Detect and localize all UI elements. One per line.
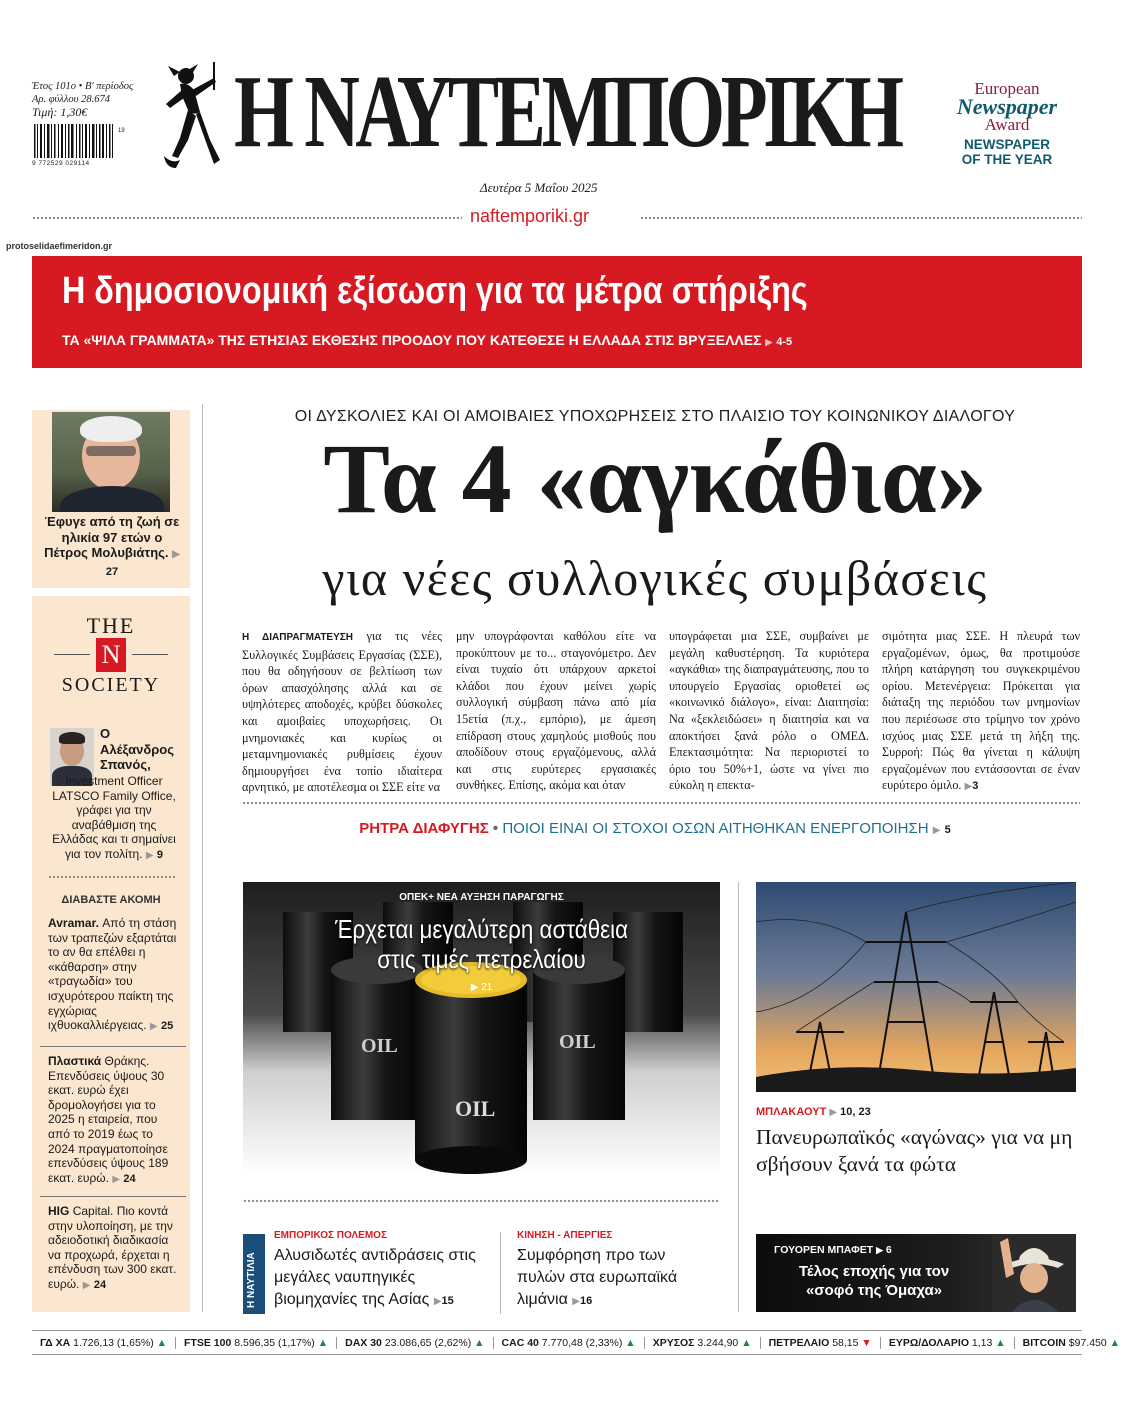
- ticker-name: BITCOIN: [1022, 1337, 1069, 1349]
- article-column: [456, 628, 656, 794]
- oil-headline: [243, 914, 720, 974]
- society-word: SOCIETY: [61, 674, 161, 696]
- page-ref: 21: [481, 982, 493, 993]
- website-link[interactable]: naftemporiki.gr: [470, 206, 590, 226]
- obituary-box[interactable]: [32, 410, 190, 588]
- blackout-headline[interactable]: Πανευρωπαϊκός «αγώνας» για να μη σβήσουν ξανά τα φώτα: [756, 1125, 1073, 1176]
- shipping-section-tag: [243, 1234, 265, 1314]
- issue-date: Δευτέρα 5 Μαΐου 2025: [480, 180, 598, 195]
- arrow-down-icon: ▼: [861, 1337, 872, 1349]
- barrel-label: OIL: [455, 1096, 496, 1121]
- columnist-name: Ο Αλέξανδρος Σπανός,: [100, 726, 174, 772]
- oil-page-ref: [243, 982, 720, 993]
- arrow-icon: ▶: [876, 1245, 883, 1255]
- ticker-value: 1.726,13 (1,65%): [73, 1337, 157, 1349]
- hermes-logo-icon: [158, 60, 222, 172]
- page-ref: 24: [93, 1278, 107, 1291]
- blackout-label-line: [756, 1106, 871, 1118]
- dotted-divider: [48, 874, 176, 880]
- oil-headline-line: στις τιμές πετρελαίου: [377, 944, 586, 974]
- buffett-label: ΓΟΥΟΡΕΝ ΜΠΑΦΕΤ: [774, 1244, 874, 1256]
- arrow-up-icon: ▲: [995, 1337, 1006, 1349]
- story-text: [274, 1245, 484, 1313]
- article-column: [669, 628, 869, 794]
- society-the: THE: [86, 613, 136, 638]
- award-line: Award: [984, 115, 1030, 134]
- arrow-up-icon: ▲: [741, 1337, 752, 1349]
- ticker-item: [175, 1337, 336, 1349]
- ticker-value: 8.596,35 (1,17%): [234, 1337, 318, 1349]
- arrow-up-icon: ▲: [156, 1337, 168, 1349]
- obituary-photo: [52, 412, 170, 512]
- award-line: OF THE YEAR: [961, 152, 1053, 167]
- barrel-label: OIL: [559, 1031, 596, 1053]
- column-rule: [738, 882, 739, 1312]
- barcode-image: [32, 124, 124, 160]
- barcode-issue: 19: [118, 128, 125, 134]
- shipping-tag-text: Η ΝΑΥΤΙΛΙΑ: [246, 1252, 257, 1308]
- brief-divider: [40, 1196, 186, 1197]
- brief-title: HIG: [48, 1204, 70, 1218]
- arrow-icon: ▶: [112, 1173, 121, 1185]
- newspaper-title: Η ΝΑΥΤΕΜΠΟΡΙΚΗ: [234, 54, 900, 169]
- ticker-item: [336, 1337, 492, 1349]
- banner-headline: Η δημοσιονομική εξίσωση για τα μέτρα στήριξης: [62, 270, 808, 312]
- banner-subline: [62, 332, 792, 348]
- article-column: [242, 628, 442, 796]
- main-headline[interactable]: Τα 4 «αγκάθια»: [323, 423, 987, 534]
- oil-story[interactable]: [243, 882, 720, 1174]
- main-kicker: ΟΙ ΔΥΣΚΟΛΙΕΣ ΚΑΙ ΟΙ ΑΜΟΙΒΑΙΕΣ ΥΠΟΧΩΡΗΣΕΙΣ ΣΤΟ ΠΛΑΙΣΙΟ ΤΟΥ ΚΟΙΝΩΝΙΚΟΥ ΔΙΑΛΟΓΟΥ: [294, 408, 1016, 425]
- brief-divider: [40, 1046, 186, 1047]
- ticker-item: [760, 1337, 880, 1349]
- ticker-name: ΓΔ ΧΑ: [40, 1337, 74, 1349]
- buffett-headline: Τέλος εποχής για τον «σοφό της Όμαχα»: [798, 1263, 950, 1299]
- article-text: υπογράφεται μια ΣΣΕ, συμβαίνει με μεγάλη καθυστέρηση. Τα κυριότερα «αγκάθια» της διαπραγμάτευσης, που το υπουργείο Εργασίας οριοθετεί ως «κοινωνικό διάλογο», είναι: Διαιτησία: Να «ξεκλειδώσει» η διαιτησία και να αποκτήσει ξανά ρόλο ο ΟΜΕΔ. Επεκτασιμότητα: Να περιοριστεί το όριο του 50%+1, ώστε να γίνει πιο εύκολη η επεκτα-: [669, 629, 869, 793]
- column-rule: [202, 404, 203, 1312]
- main-subheadline: για νέες συλλογικές συμβάσεις: [322, 550, 988, 606]
- oil-headline-line: Έρχεται μεγαλύτερη αστάθεια: [334, 914, 629, 944]
- award-line: Newspaper: [956, 94, 1058, 119]
- buffett-label-line: [774, 1244, 892, 1256]
- arrow-up-icon: ▲: [474, 1337, 485, 1349]
- buffett-story[interactable]: [756, 1234, 1076, 1312]
- article-text: σιμότητα μιας ΣΣΕ. Η πλευρά των εργαζομένων, όμως, θα προτιμούσε πλήρη κατάργηση του συγκεκριμένου ορίου. Μετενέργεια: Πρόκειται για διάταξη της περιόδου των μνημονίων που περιέσωσε στο τρίμηνο τον χρόνο ισχύος μιας ΣΣΕ μετά τη λήξη της. Συρροή: Πώς θα γίνεται η κάλυψη εργαζομένων που εντάσσονται σε έναν ευρύτερο όμιλο.: [882, 629, 1080, 793]
- page-ref: 9: [156, 848, 163, 861]
- read-more-heading: ΔΙΑΒΑΣΤΕ ΑΚΟΜΗ: [61, 894, 161, 906]
- ticker-item: [644, 1337, 760, 1349]
- strip-sep: •: [492, 820, 499, 837]
- brief-item[interactable]: [48, 916, 180, 1035]
- blackout-label: ΜΠΛΑΚΑΟΥΤ: [756, 1106, 827, 1118]
- columnist-blurb[interactable]: [48, 774, 180, 864]
- ticker-item: [32, 1337, 175, 1349]
- story-headline: Αλυσιδωτές αντιδράσεις στις μεγάλες ναυπηγικές βιομηχανίες της Ασίας: [274, 1247, 476, 1308]
- banner-subline-text: ΤΑ «ΨΙΛΑ ΓΡΑΜΜΑΤΑ» ΤΗΣ ΕΤΗΣΙΑΣ ΕΚΘΕΣΗΣ ΠΡΟΟΔΟΥ ΠΟΥ ΚΑΤΕΘΕΣΕ Η ΕΛΛΑΔΑ ΣΤΙΣ ΒΡΥΞΕΛΛΕΣ: [62, 332, 762, 348]
- page-ref: 25: [160, 1020, 174, 1033]
- ticker-value: $97.450: [1068, 1337, 1110, 1349]
- ticker-top-rule: [32, 1330, 1082, 1331]
- article-text: μην υπογράφονται καθόλου είτε να προκύπτουν με το... σταγονόμετρο. Δεν είναι τυχαίο ότι υπάρχουν αρκετοί κλάδοι που έχουν μείνει χωρίς συλλογική σύμβαση πάνω από μία 15ετία (π.χ., εμπόριο), με άμεση επίδραση στους χαμηλούς μισθούς που αποδίδουν στους εργαζόμενους, αλλά και στις ευρύτερες εργασιακές συνθήκες. Επίσης, ακόμα και όταν: [456, 629, 656, 793]
- society-n-badge: N: [96, 638, 126, 672]
- ticker-item: [1014, 1337, 1128, 1349]
- column-rule: [500, 1232, 501, 1314]
- ticker-name: ΕΥΡΩ/ΔΟΛΑΡΙΟ: [888, 1337, 972, 1349]
- obituary-text: [44, 514, 180, 580]
- award-badge: [932, 80, 1082, 167]
- arrow-icon: ▶: [470, 982, 479, 993]
- source-watermark: protoselidaefimeridon.gr: [6, 241, 113, 251]
- arrow-icon: ▶: [145, 849, 154, 861]
- blackout-story[interactable]: [756, 882, 1076, 1092]
- page-ref: 4-5: [776, 336, 793, 348]
- arrow-icon: ▶: [149, 1021, 158, 1033]
- top-banner[interactable]: [32, 256, 1082, 368]
- lead-word: Η ΔΙΑΠΡΑΓΜΑΤΕΥΣΗ: [242, 632, 353, 643]
- ticker-item: [493, 1337, 644, 1349]
- page-ref: 3: [972, 780, 979, 793]
- award-line: European: [974, 79, 1040, 98]
- story-headline: Συμφόρηση προ των πυλών στα ευρωπαϊκά λιμάνια: [517, 1247, 678, 1308]
- story-label: ΕΜΠΟΡΙΚΟΣ ΠΟΛΕΜΟΣ: [274, 1230, 387, 1241]
- price: Τιμή: 1,30€: [32, 105, 88, 119]
- arrow-up-icon: ▲: [317, 1337, 329, 1349]
- ticker-item: [880, 1337, 1014, 1349]
- page-ref: 16: [579, 1295, 593, 1307]
- oil-kicker: ΟΠΕΚ+ ΝΕΑ ΑΥΞΗΣΗ ΠΑΡΑΓΩΓΗΣ: [399, 892, 564, 903]
- brief-item[interactable]: [48, 1204, 180, 1294]
- article-text: για τις νέες Συλλογικές Συμβάσεις Εργασίας (ΣΣΕ), που θα οδηγήσουν σε βελτίωση των όρων απασχόλησης αλλά και σε υψηλότερες αποδοχές, κρύβει δύσκολες και αμοιβαίες υποχωρήσεις. Οι μνημονιακές και κυρίως οι μεταμνημονιακές ρυθμίσεις έχουν δημιουργήσει ένα τοπίο ιδιαίτερα αρνητικό, με αποτέλεσμα οι ΣΣΕ είτε να: [242, 629, 442, 795]
- arrow-icon: ▶: [765, 337, 773, 347]
- strip-text: ΠΟΙΟΙ ΕΙΝΑΙ ΟΙ ΣΤΟΧΟΙ ΟΣΩΝ ΑΙΤΗΘΗΚΑΝ ΕΝΕΡΓΟΠΟΙΗΣΗ: [502, 820, 929, 837]
- obituary-caption: Έφυγε από τη ζωή σε ηλικία 97 ετών ο Πέτρος Μολυβιάτης.: [44, 514, 180, 560]
- columnist-text: Investment Officer LATSCO Family Office, γράφει για την αναβάθμιση της Ελλάδας και τι σημαίνει για τον πολίτη.: [52, 774, 176, 861]
- edition-line: Έτος 101ο • Β' περίοδος: [32, 81, 134, 92]
- arrow-icon: ▶: [829, 1107, 838, 1118]
- award-line: NEWSPAPER: [963, 137, 1050, 152]
- arrow-up-icon: ▲: [1109, 1337, 1121, 1349]
- brief-text: Capital. Πιο κοντά στην υλοποίηση, με την αδειοδοτική διαδικασία να προχωρά, έρχεται η επένδυση των 300 εκατ. ευρώ.: [48, 1204, 177, 1291]
- page-ref: 5: [944, 824, 951, 836]
- ticker-value: 23.086,65 (2,62%): [384, 1337, 475, 1349]
- ticker-name: CAC 40: [501, 1337, 542, 1349]
- arrow-icon: ▶: [433, 1296, 442, 1307]
- brief-text: Θράκης. Επενδύσεις ύψους 30 εκατ. ευρώ έχει δρομολογήσει για το 2025 η εταιρεία, που από το 2019 έως το 2024 πραγματοποίησε επενδύσεις ύψους 189 εκατ. ευρώ.: [48, 1054, 169, 1185]
- society-logo: [32, 614, 190, 698]
- ticker-value: 7.770,48 (2,33%): [541, 1337, 626, 1349]
- barcode-number: 9 772529 029114: [32, 160, 90, 167]
- masthead: [0, 0, 1138, 251]
- page-ref: 6: [885, 1244, 892, 1256]
- buffett-photo: [992, 1234, 1076, 1312]
- brief-title: Avramar.: [48, 916, 99, 930]
- barrel-label: OIL: [361, 1035, 398, 1057]
- barrel-front: [415, 962, 527, 1174]
- page-ref: 10, 23: [840, 1106, 871, 1118]
- page-ref: 15: [441, 1295, 454, 1307]
- ticker-value: 58,15: [832, 1337, 862, 1349]
- strip-label: ΡΗΤΡΑ ΔΙΑΦΥΓΗΣ: [359, 820, 489, 837]
- escape-clause-strip[interactable]: [210, 820, 1100, 837]
- page-ref: 27: [105, 565, 119, 578]
- dotted-divider: [242, 800, 1080, 806]
- barcode: [32, 124, 124, 168]
- arrow-icon: ▶: [964, 781, 973, 793]
- ticker-bottom-rule: [32, 1354, 1082, 1355]
- arrow-icon: ▶: [932, 825, 941, 836]
- dotted-divider: [640, 215, 1082, 221]
- brief-title: Πλαστικά: [48, 1054, 102, 1068]
- brief-text: Από τη στάση των τραπεζών εξαρτάται το αν θα επέλθει η «κάθαρση» στην «τραγωδία» του ισχυρότερου παίκτη της εγχώριας ιχθυοκαλλιέργειας.: [48, 916, 177, 1033]
- story-text: [517, 1245, 705, 1313]
- brief-item[interactable]: [48, 1054, 180, 1187]
- market-ticker: [32, 1332, 1121, 1354]
- story-label: ΚΙΝΗΣΗ - ΑΠΕΡΓΙΕΣ: [517, 1230, 613, 1241]
- ports-story[interactable]: [517, 1230, 727, 1313]
- ticker-name: DAX 30: [345, 1337, 385, 1349]
- dotted-divider: [243, 1198, 720, 1204]
- ticker-name: ΧΡΥΣΟΣ: [652, 1337, 698, 1349]
- issue-number: Αρ. φύλλου 28.674: [32, 94, 110, 105]
- edition-info: [32, 80, 133, 119]
- arrow-icon: ▶: [572, 1296, 580, 1307]
- shipping-story[interactable]: [274, 1230, 484, 1313]
- arrow-up-icon: ▲: [625, 1337, 636, 1349]
- ticker-name: ΠΕΤΡΕΛΑΙΟ: [768, 1337, 833, 1349]
- power-lines-image: [756, 882, 1076, 1092]
- ticker-value: 3.244,90: [697, 1337, 742, 1349]
- ticker-name: FTSE 100: [184, 1337, 235, 1349]
- dotted-divider: [32, 215, 462, 221]
- article-column: [882, 628, 1080, 796]
- arrow-icon: ▶: [82, 1279, 91, 1291]
- ticker-value: 1,13: [971, 1337, 996, 1349]
- arrow-icon: ▶: [172, 549, 180, 560]
- page-ref: 24: [123, 1172, 136, 1185]
